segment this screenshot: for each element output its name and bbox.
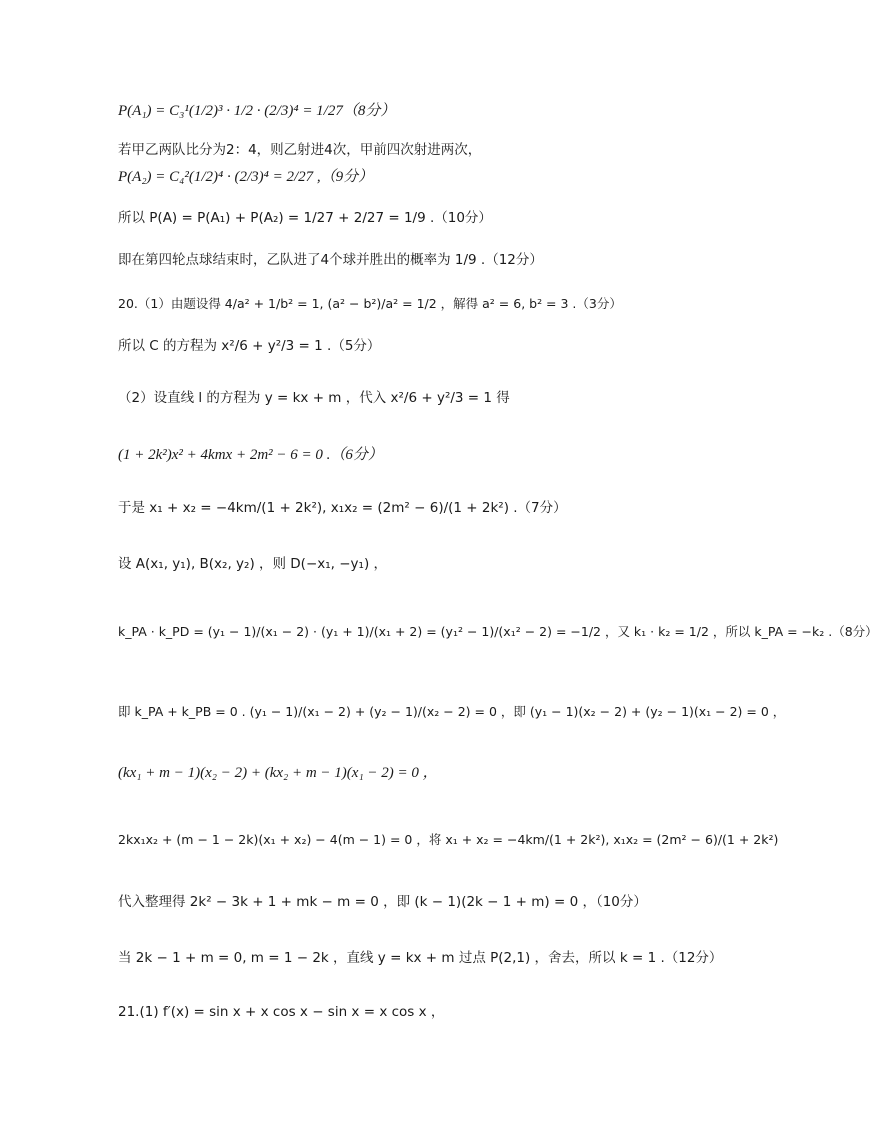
text-line: 2kx₁x₂ + (m − 1 − 2k)(x₁ + x₂) − 4(m − 1) = 0 ，将 x₁ + x₂ = −4km/(1 + 2k²), x₁x₂ = (2m² − 6)/(1 + 2k²): [118, 832, 779, 847]
formula-line: (kx₁ + m − 1)(x₂ − 2) + (kx₂ + m − 1)(x₁ − 2) = 0 ，: [118, 765, 438, 781]
formula-line: P(A₁) = C₃¹(1/2)³ · 1/2 · (2/3)⁴ = 1/27（8分）: [118, 103, 396, 119]
text-line: 即在第四轮点球结束时，乙队进了4个球并胜出的概率为 1/9 .（12分）: [118, 252, 543, 268]
text-line: 所以 C 的方程为 x²/6 + y²/3 = 1 .（5分）: [118, 338, 381, 354]
question-21-part-1: 21.(1) f′(x) = sin x + x cos x − sin x = x cos x ，: [118, 1004, 445, 1020]
formula-line: (1 + 2k²)x² + 4kmx + 2m² − 6 = 0 .（6分）: [118, 447, 383, 463]
text-line: 所以 P(A) = P(A₁) + P(A₂) = 1/27 + 2/27 = 1/9 .（10分）: [118, 210, 492, 226]
text-line: 代入整理得 2k² − 3k + 1 + mk − m = 0 ，即 (k − 1)(2k − 1 + m) = 0 ，（10分）: [118, 894, 647, 910]
question-20-part-1: 20.（1）由题设得 4/a² + 1/b² = 1, (a² − b²)/a² = 1/2 ，解得 a² = 6, b² = 3 .（3分）: [118, 296, 622, 311]
text-line: 设 A(x₁, y₁), B(x₂, y₂) ，则 D(−x₁, −y₁) ，: [118, 556, 388, 572]
text-line: 若甲乙两队比分为2：4，则乙射进4次，甲前四次射进两次，: [118, 142, 482, 158]
text-line: 当 2k − 1 + m = 0, m = 1 − 2k ，直线 y = kx + m 过点 P(2,1) ，舍去，所以 k = 1 .（12分）: [118, 950, 723, 966]
formula-line: P(A₂) = C₄²(1/2)⁴ · (2/3)⁴ = 2/27 ,（9分）: [118, 169, 374, 185]
text-line: 即 k_PA + k_PB = 0 . (y₁ − 1)/(x₁ − 2) + (y₂ − 1)/(x₂ − 2) = 0 ，即 (y₁ − 1)(x₂ − 2) + (y₂ − 1)(x₁ − 2) = 0 ，: [118, 704, 786, 719]
text-line: k_PA · k_PD = (y₁ − 1)/(x₁ − 2) · (y₁ + 1)/(x₁ + 2) = (y₁² − 1)/(x₁² − 2) = −1/2 ，又 k₁ · k₂ = 1/2 ，所以 k_PA = −k₂ .（8分）: [118, 624, 878, 639]
text-line: 于是 x₁ + x₂ = −4km/(1 + 2k²), x₁x₂ = (2m² − 6)/(1 + 2k²) .（7分）: [118, 500, 567, 516]
question-20-part-2: （2）设直线 l 的方程为 y = kx + m ，代入 x²/6 + y²/3 = 1 得: [118, 390, 510, 406]
